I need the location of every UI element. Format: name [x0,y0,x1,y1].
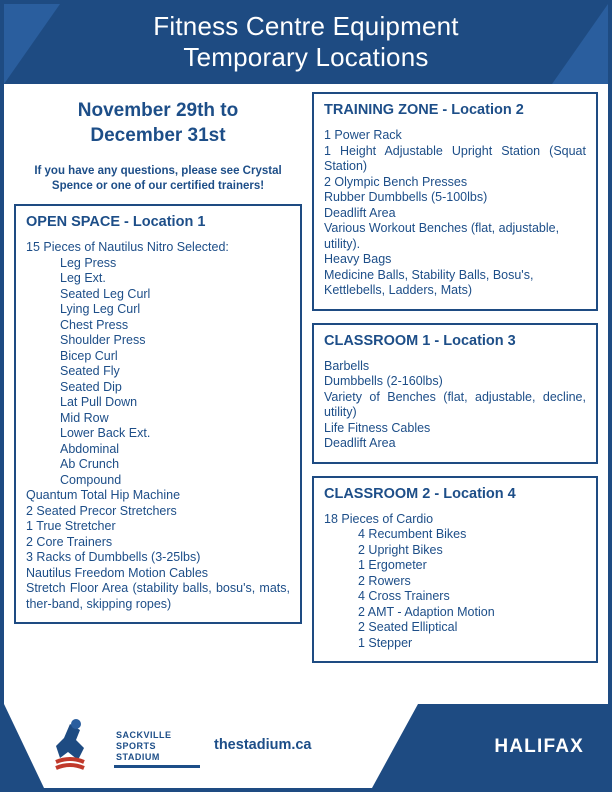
list-item: 2 Seated Elliptical [358,620,458,634]
classroom1-title: CLASSROOM 1 - Location 3 [324,332,516,349]
list-item: Deadlift Area [324,205,396,220]
logo-line3: STADIUM [116,752,160,762]
list-item: Lat Pull Down [60,395,138,409]
logo-underline-decor [114,765,200,768]
classroom2-title: CLASSROOM 2 - Location 4 [324,485,516,502]
left-column [14,92,302,636]
page-header [4,4,608,84]
open-space-indented-list [26,256,290,489]
list-item: 1 Stepper [358,635,413,650]
footer-wedge-left-decor [4,704,44,788]
list-item: Dumbbells (2-160lbs) [324,374,443,388]
training-zone-box [312,92,598,311]
page-title [4,4,608,73]
list-item: Barbells [324,358,370,373]
page-body [4,84,608,700]
open-space-list [26,488,290,612]
classroom2-list [324,527,586,651]
list-item: 4 Cross Trainers [358,589,450,603]
list-item: Leg Ext. [60,271,106,285]
list-item: 1 Power Rack [324,128,402,142]
date-range-line2: December 31st [90,125,226,146]
logo-line2: SPORTS [116,741,157,751]
open-space-box [14,204,302,624]
list-item: 2 AMT - Adaption Motion [358,604,495,619]
footer-wedge-right-decor [372,704,418,788]
logo-line1: SACKVILLE [116,730,172,740]
list-item: 1 Height Adjustable Upright Station (Squat Station) [324,143,586,173]
logo-wordmark [116,730,172,763]
list-item: Shoulder Press [60,333,146,347]
classroom1-box [312,323,598,464]
open-space-title: OPEN SPACE - Location 1 [26,214,206,230]
list-item: 3 Racks of Dumbbells (3-25lbs) [26,550,201,564]
list-item: Chest Press [60,317,129,332]
classroom2-lead: 18 Pieces of Cardio [324,511,434,526]
list-item: Rubber Dumbbells (5-100lbs) [324,190,488,204]
list-item: 2 Upright Bikes [358,542,443,557]
list-item: Ab Crunch [60,457,120,471]
list-item: Seated Fly [60,364,120,378]
list-item: Mid Row [60,410,109,425]
page-title-line2: Temporary Locations [183,42,429,72]
list-item: Heavy Bags [324,252,392,266]
list-item: Nautilus Freedom Motion Cables [26,565,209,580]
contact-note: If you have any questions, please see Crystal Spence or one of our certified trainers! [34,165,282,192]
list-item: Quantum Total Hip Machine [26,488,181,502]
list-item: Stretch Floor Area (stability balls, bosu's, mats, ther-band, skipping ropes) [26,581,290,611]
page-title-line1: Fitness Centre Equipment [153,11,459,41]
list-item: Various Workout Benches (flat, adjustable, utility). [324,221,560,251]
list-item: 1 True Stretcher [26,519,116,533]
list-item: Bicep Curl [60,348,118,363]
classroom2-box [312,476,598,664]
page-footer [4,704,608,788]
list-item: 2 Seated Precor Stretchers [26,503,177,518]
list-item: Life Fitness Cables [324,420,431,435]
list-item: Lying Leg Curl [60,302,141,316]
list-item: Abdominal [60,441,120,456]
date-range [14,98,302,148]
list-item: 1 Ergometer [358,558,427,572]
list-item: Compound [60,472,122,487]
list-item: 2 Olympic Bench Presses [324,174,468,189]
list-item: Seated Leg Curl [60,286,151,301]
list-item: Medicine Balls, Stability Balls, Bosu's, Kettlebells, Ladders, Mats) [324,267,534,297]
list-item: 4 Recumbent Bikes [358,527,467,541]
training-zone-title: TRAINING ZONE - Location 2 [324,102,524,118]
list-item: Lower Back Ext. [60,426,151,440]
sackville-sports-stadium-logo [54,718,204,776]
content-columns [14,92,598,675]
website-url[interactable]: thestadium.ca [214,737,312,753]
halifax-wordmark: HALIFAX [494,736,584,757]
list-item: 2 Rowers [358,573,411,588]
list-item: Deadlift Area [324,436,396,450]
right-column [312,92,598,675]
list-item: 2 Core Trainers [26,534,113,549]
date-range-line1: November 29th to [77,100,239,121]
classroom1-list [324,359,586,452]
training-zone-list [324,128,586,299]
list-item: Variety of Benches (flat, adjustable, decline, utility) [324,389,586,419]
list-item: Leg Press [60,255,117,270]
list-item: Seated Dip [60,379,122,394]
open-space-lead: 15 Pieces of Nautilus Nitro Selected: [26,240,229,254]
